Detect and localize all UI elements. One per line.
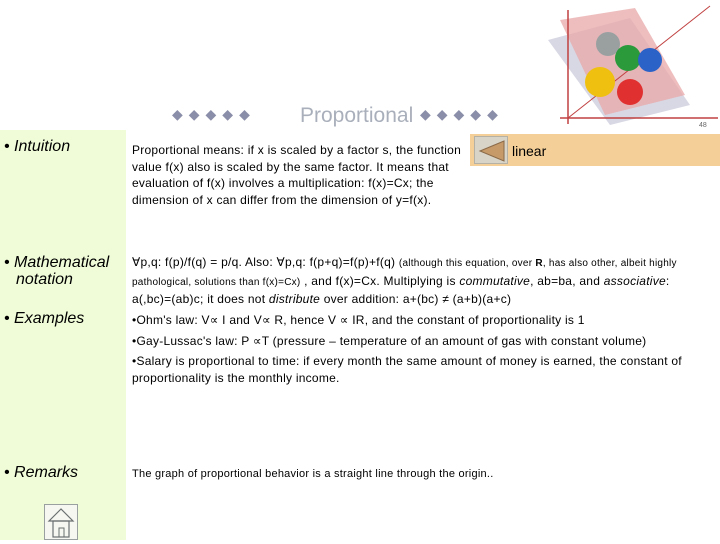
math-text-e: , ab=ba, and [530,273,604,288]
example-item: •Ohm's law: V∝ I and V∝ R, hence V ∝ IR, and the constant of proportionality is 1 [132,313,585,327]
page-title: Proportional [300,104,414,127]
linear-link[interactable]: linear [512,143,547,159]
home-button[interactable] [44,504,78,540]
examples-list [132,312,702,386]
examples-label: • Examples [4,310,85,327]
math-text-g: over addition: a+(bc) ≠ (a+b)(a+c) [320,292,512,306]
math-distribute: distribute [268,292,321,306]
math-text [132,254,712,308]
math-text-b-bold: R [535,258,543,269]
logo-graphic [540,0,720,125]
example-item: •Salary is proportional to time: if every month the same amount of money is earned, the constant of proportionality is the monthly income. [132,354,682,385]
intuition-label: • Intuition [4,138,71,155]
home-icon [45,505,77,539]
remarks-label: • Remarks [4,464,79,481]
math-text-a: ∀p,q: f(p)/f(q) = p/q. Also: ∀p,q: f(p+q)=f(p)+f(q) [132,255,399,269]
math-text-f: : a(,bc)=(ab)c; it does not [132,273,670,306]
left-diamond-decoration: ◆◆◆◆◆ [172,106,256,122]
math-text-b: (although this equation, over [398,258,536,269]
math-label-line2: notation [16,271,73,288]
left-arrow-icon [478,139,506,163]
math-text-d: , and f(x)=Cx. Multiplying is [300,273,460,288]
example-item: •Gay-Lussac's law: P ∝T (pressure – temperature of an amount of gas with constant volume) [132,333,647,348]
math-associative: associative [603,273,666,288]
math-label-line1: • Mathematical [4,254,110,271]
math-commutative: commutative [459,273,531,288]
right-diamond-decoration: ◆◆◆◆◆ [420,106,504,122]
math-text-c: , has also other, albeit highly pathological, solutions than f(x)=Cx) [132,258,677,288]
remarks-text: The graph of proportional behavior is a straight line through the origin.. [132,468,494,480]
back-button[interactable] [474,136,508,164]
intuition-text: Proportional means: if x is scaled by a factor s, the function value f(x) also is scaled by the same factor. It means that evaluation of f(x) involves a multiplication: f(x)=Cx; the dimension of x can differ from the dimension of y=f(x). [132,143,461,207]
page-number: 48 [699,122,707,129]
